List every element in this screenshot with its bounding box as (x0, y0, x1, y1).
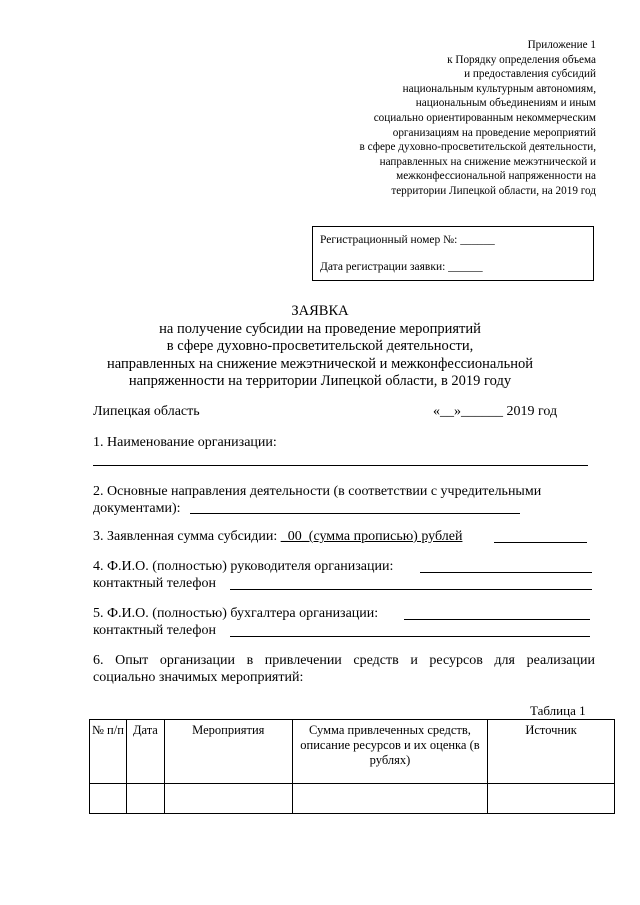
activity-label: 2. Основные направления деятельности (в соответствии с учредительными (93, 484, 542, 499)
region-label: Липецкая область (93, 404, 200, 419)
col-date-header: Дата (126, 720, 164, 784)
registration-box (312, 226, 594, 281)
appendix-line: организациям на проведение мероприятий (392, 126, 596, 139)
subsidy-amount-prefix: 3. Заявленная сумма субсидии: (93, 529, 281, 544)
appendix-line: национальным культурным автономиям, (402, 82, 596, 95)
title-line: на получение субсидии на проведение мероприятий (159, 320, 481, 337)
date-field[interactable]: «__»______ 2019 год (433, 404, 558, 419)
appendix-line: направленных на снижение межэтнической и (379, 155, 596, 168)
accountant-phone-label: контактный телефон (93, 623, 216, 638)
col-source-header: Источник (488, 720, 615, 784)
appendix-line: к Порядку определения объема (447, 53, 596, 66)
experience-table (89, 719, 615, 814)
title-line: направленных на снижение межэтнической и межконфессиональной (106, 355, 534, 372)
appendix-line: территории Липецкой области, на 2019 год (391, 184, 596, 197)
col-amount-header: Сумма привлеченных средств, описание ресурсов и их оценка (в рублях) (292, 720, 488, 784)
accountant-label: 5. Ф.И.О. (полностью) бухгалтера организации: (93, 606, 379, 621)
registration-date-field[interactable]: Дата регистрации заявки: ______ (320, 261, 483, 273)
appendix-line: и предоставления субсидий (464, 68, 596, 81)
director-phone-label: контактный телефон (93, 576, 216, 591)
accountant-name-field[interactable] (404, 619, 590, 620)
experience-label: 6. Опыт организации в привлечении средств и ресурсов для реализации (93, 653, 595, 668)
experience-label-cont: социально значимых мероприятий: (93, 670, 304, 685)
table-header-row (90, 720, 615, 784)
col-events-header: Мероприятия (164, 720, 292, 784)
registration-number-field[interactable]: Регистрационный номер №: ______ (320, 234, 495, 246)
subsidy-amount-field[interactable]: _00_(сумма прописью) рублей (280, 529, 463, 544)
appendix-line: межконфессиональной напряженности на (396, 170, 596, 183)
table-caption: Таблица 1 (530, 703, 586, 718)
org-name-label: 1. Наименование организации: (93, 435, 277, 450)
table-cell[interactable] (164, 784, 292, 814)
title-heading: ЗАЯВКА (291, 303, 349, 319)
title-line: напряженности на территории Липецкой области, в 2019 году (128, 373, 512, 389)
appendix-line: в сфере духовно-просветительской деятельности, (359, 141, 596, 154)
appendix-line: Приложение 1 (527, 39, 596, 51)
org-name-field[interactable] (93, 465, 588, 466)
director-label: 4. Ф.И.О. (полностью) руководителя организации: (93, 559, 394, 574)
activity-field[interactable] (190, 513, 520, 514)
table-cell[interactable] (126, 784, 164, 814)
activity-label-cont: документами): (93, 501, 181, 516)
appendix-line: социально ориентированным некоммерческим (373, 111, 596, 124)
table-cell[interactable] (488, 784, 615, 814)
table-row (90, 784, 615, 814)
col-number-header: № п/п (90, 720, 127, 784)
title-line: в сфере духовно-просветительской деятельности, (166, 338, 474, 354)
director-phone-field[interactable] (230, 589, 592, 590)
subsidy-amount-underline (494, 542, 587, 543)
subsidy-amount-label (93, 529, 462, 545)
table-cell[interactable] (292, 784, 488, 814)
table-cell[interactable] (90, 784, 127, 814)
appendix-block (296, 38, 596, 199)
document-title (60, 303, 580, 391)
appendix-line: национальным объединениям и иным (415, 97, 596, 110)
director-name-field[interactable] (420, 572, 592, 573)
accountant-phone-field[interactable] (230, 636, 590, 637)
